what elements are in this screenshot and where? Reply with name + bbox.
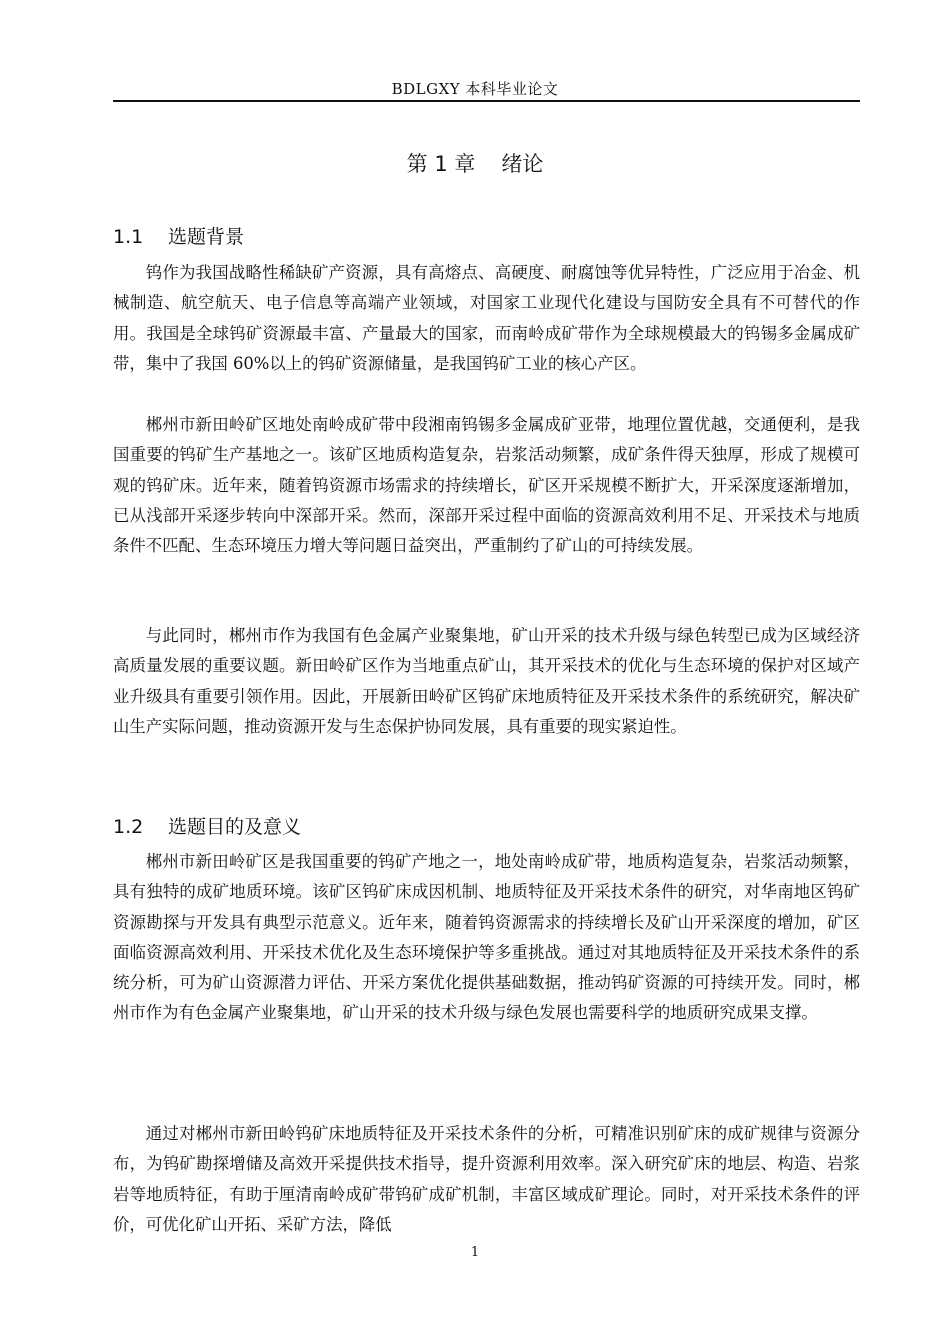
section-number: 1.2 bbox=[113, 816, 144, 838]
paragraph-1-1-1: 钨作为我国战略性稀缺矿产资源，具有高熔点、高硬度、耐腐蚀等优异特性，广泛应用于冶金、机械制造、航空航天、电子信息等高端产业领域，对国家工业现代化建设与国防安全具有不可替代的作用。我国是全球钨矿资源最丰富、产量最大的国家，而南岭成矿带作为全球规模最大的钨锡多金属成矿带，集中了我国 60%以上的钨矿资源储量，是我国钨矿工业的核心产区。 bbox=[113, 263, 860, 373]
paragraph-1-2-2: 通过对郴州市新田岭钨矿床地质特征及开采技术条件的分析，可精准识别矿床的成矿规律与资源分布，为钨矿勘探增储及高效开采提供技术指导，提升资源利用效率。深入研究矿床的地层、构造、岩浆岩等地质特征，有助于厘清南岭成矿带钨矿成矿机制，丰富区域成矿理论。同时，对开采技术条件的评价，可优化矿山开拓、采矿方法，降低 bbox=[113, 1124, 860, 1234]
section-title: 选题目的及意义 bbox=[168, 816, 302, 838]
section-title: 选题背景 bbox=[168, 226, 245, 248]
chapter-name: 绪论 bbox=[501, 152, 544, 176]
paragraph-1-2-1: 郴州市新田岭矿区是我国重要的钨矿产地之一，地处南岭成矿带，地质构造复杂，岩浆活动频繁，具有独特的成矿地质环境。该矿区钨矿床成因机制、地质特征及开采技术条件的研究，对华南地区钨矿资源勘探与开发具有典型示范意义。近年来，随着钨资源需求的持续增长及矿山开采深度的增加，矿区面临资源高效利用、开采技术优化及生态环境保护等多重挑战。通过对其地质特征及开采技术条件的系统分析，可为矿山资源潜力评估、开采方案优化提供基础数据，推动钨矿资源的可持续开发。同时，郴州市作为有色金属产业聚集地，矿山开采的技术升级与绿色发展也需要科学的地质研究成果支撑。 bbox=[113, 852, 860, 1023]
paragraph-1-1-3: 与此同时，郴州市作为我国有色金属产业聚集地，矿山开采的技术升级与绿色转型已成为区域经济高质量发展的重要议题。新田岭矿区作为当地重点矿山，其开采技术的优化与生态环境的保护对区域产业升级具有重要引领作用。因此，开展新田岭矿区钨矿床地质特征及开采技术条件的系统研究，解决矿山生产实际问题，推动资源开发与生态保护协同发展，具有重要的现实紧迫性。 bbox=[113, 626, 860, 736]
chapter-title bbox=[0, 148, 950, 178]
chapter-number: 第 1 章 bbox=[406, 152, 476, 176]
paragraph-1-1-2: 郴州市新田岭矿区地处南岭成矿带中段湘南钨锡多金属成矿亚带，地理位置优越，交通便利，是我国重要的钨矿生产基地之一。该矿区地质构造复杂，岩浆活动频繁，成矿条件得天独厚，形成了规模可观的钨矿床。近年来，随着钨资源市场需求的持续增长，矿区开采规模不断扩大，开采深度逐渐增加，已从浅部开采逐步转向中深部开采。然而，深部开采过程中面临的资源高效利用不足、开采技术与地质条件不匹配、生态环境压力增大等问题日益突出，严重制约了矿山的可持续发展。 bbox=[113, 415, 860, 556]
page-number: 1 bbox=[470, 1245, 480, 1260]
running-header: BDLGXY 本科毕业论文 bbox=[391, 80, 559, 98]
section-number: 1.1 bbox=[113, 226, 144, 248]
header-rule bbox=[113, 100, 860, 102]
section-heading-1-2 bbox=[113, 812, 301, 839]
section-heading-1-1 bbox=[113, 222, 244, 249]
